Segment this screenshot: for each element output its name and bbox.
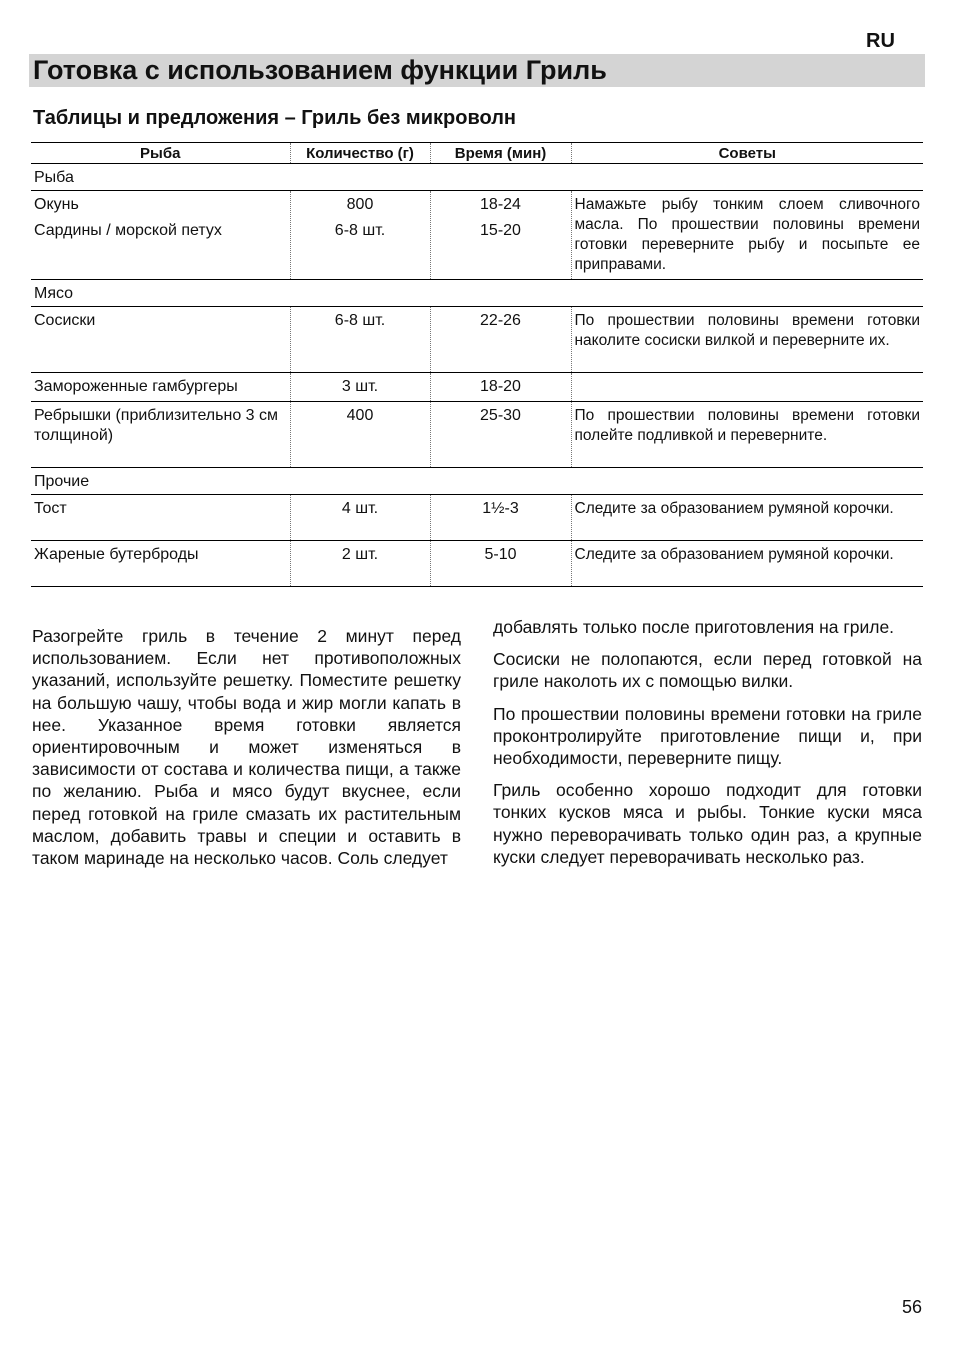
quantity-cell: 3 шт. (290, 373, 430, 402)
table-row (31, 191, 923, 280)
quantity-cell: 4 шт. (290, 495, 430, 541)
category-row (31, 164, 923, 191)
paragraph: добавлять только после приготовления на гриле. (493, 617, 895, 637)
header-food: Рыба (31, 143, 290, 164)
table-row (31, 373, 923, 402)
quantity-line: 6-8 шт. (334, 222, 386, 239)
time-line: 15-20 (480, 222, 521, 239)
time-line: 18-24 (480, 196, 521, 213)
language-label: RU (866, 30, 895, 52)
table-row (31, 541, 923, 587)
quantity-line: 800 (346, 196, 374, 213)
category-row (31, 280, 923, 307)
time-cell: 18-20 (430, 373, 571, 402)
tip-cell: По прошествии половины времени готовки полейте подливкой и переверните. (571, 402, 923, 468)
food-name: Жареные бутерброды (31, 541, 290, 587)
tip-cell: Следите за образованием румяной корочки. (571, 541, 923, 587)
food-name (31, 191, 290, 280)
category-row (31, 468, 923, 495)
header-quantity: Количество (г) (290, 143, 430, 164)
food-name: Замороженные гамбургеры (31, 373, 290, 402)
quantity-cell: 2 шт. (290, 541, 430, 587)
page-title: Готовка с использованием функции Гриль (33, 55, 607, 85)
food-name: Сосиски (31, 307, 290, 373)
header-time: Время (мин) (430, 143, 571, 164)
grill-table (31, 142, 923, 587)
time-cell: 1½-3 (430, 495, 571, 541)
table-row (31, 495, 923, 541)
table-header-row (31, 143, 923, 164)
page-number: 56 (902, 1297, 923, 1317)
time-cell: 5-10 (430, 541, 571, 587)
time-cell: 22-26 (430, 307, 571, 373)
time-cell: 25-30 (430, 402, 571, 468)
tip-cell (571, 373, 923, 402)
paragraph: По прошествии половины времени готовки на гриле проконтролируйте приготовление пищи и, при необходимости, переверните пищу. (493, 703, 922, 769)
food-name-line: Сардины / морской петух (34, 222, 222, 239)
tip-cell: Следите за образованием румяной корочки. (571, 495, 923, 541)
paragraph: Сосиски не полопаются, если перед готовкой на гриле наколоть их с помощью вилки. (493, 649, 922, 692)
paragraph: Разогрейте гриль в течение 2 минут перед использованием. Если нет противоположных указаний, используйте решетку. Поместите решетку на большую чашу, чтобы вода и жир могли капать в нее. Указанное время готовки является ориентировочным и может изменяться в зависимости от состава и количества пищи, а также по желанию. Рыба и мясо будут вкуснее, если перед готовкой на гриле смазать их растительным маслом, добавить травы и специи и оставить в таком маринаде на несколько часов. Соль следует (32, 626, 461, 869)
quantity-cell: 6-8 шт. (290, 307, 430, 373)
category-label: Мясо (31, 280, 923, 307)
category-label: Рыба (31, 164, 923, 191)
food-name: Тост (31, 495, 290, 541)
quantity-cell (290, 191, 430, 280)
quantity-cell: 400 (290, 402, 430, 468)
table-row (31, 402, 923, 468)
category-label: Прочие (31, 468, 923, 495)
table-row (31, 307, 923, 373)
header-tips: Советы (571, 143, 923, 164)
food-name: Ребрышки (приблизительно 3 см толщиной) (31, 402, 290, 468)
body-text-left (32, 625, 461, 879)
time-cell (430, 191, 571, 280)
tip-cell: Намажьте рыбу тонким слоем сливочного масла. По прошествии половины времени готовки переверните рыбу и посыпьте ее приправами. (571, 191, 923, 280)
body-text-right (493, 616, 922, 878)
paragraph: Гриль особенно хорошо подходит для готовки тонких кусков мяса и рыбы. Тонкие куски мяса нужно переворачивать только один раз, а крупные куски следует переворачивать несколько раз. (493, 780, 922, 867)
tip-cell: По прошествии половины времени готовки наколите сосиски вилкой и переверните их. (571, 307, 923, 373)
section-subtitle: Таблицы и предложения – Гриль без микроволн (33, 107, 516, 129)
food-name-line: Окунь (34, 196, 79, 213)
